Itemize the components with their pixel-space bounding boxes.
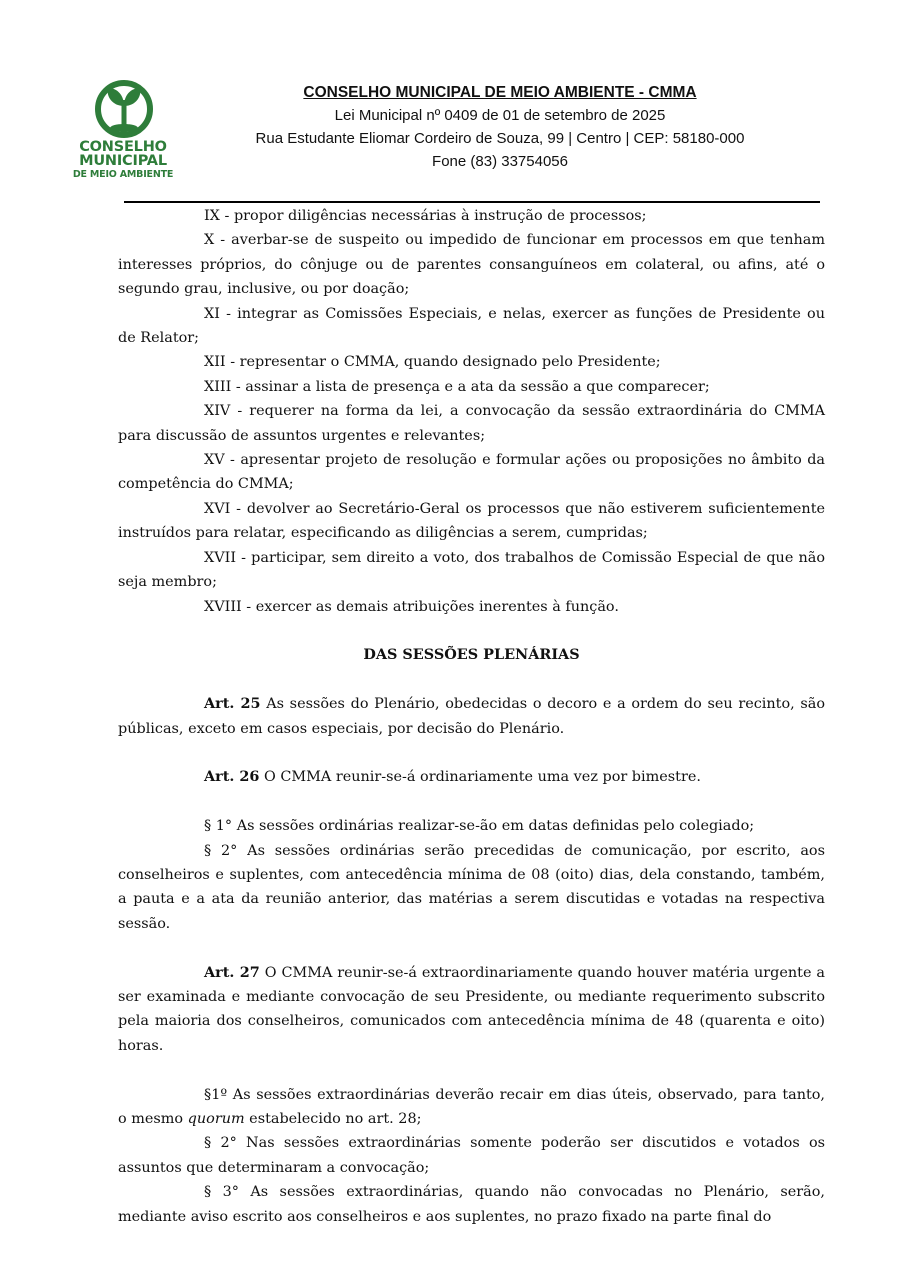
letterhead [180,82,820,173]
art27-paragraph-2: § 2° Nas sessões extraordinárias somente poderão ser discutidos e votados os assuntos que determinaram a convocação; [118,1135,825,1176]
article-25 [118,692,825,741]
logo-text [58,140,188,182]
item-xii: XII - representar o CMMA, quando designado pelo Presidente; [204,354,661,371]
article-27 [118,961,825,1059]
article-26-label: Art. 26 [204,768,260,786]
address: Rua Estudante Eliomar Cordeiro de Souza, 99 | Centro | CEP: 58180-000 [255,130,745,147]
document-body [118,204,825,1229]
council-title: CONSELHO MUNICIPAL DE MEIO AMBIENTE - CMMA [303,84,697,101]
law-reference: Lei Municipal nº 0409 de 01 de setembro de 2025 [334,107,666,124]
item-xiv: XIV - requerer na forma da lei, a convocação da sessão extraordinária do CMMA para discussão de assuntos urgentes e relevantes; [118,403,825,444]
art27-paragraph-1 [118,1083,825,1132]
item-xi: XI - integrar as Comissões Especiais, e nelas, exercer as funções de Presidente ou de Relator; [118,305,825,347]
article-27-text: O CMMA reunir-se-á extraordinariamente quando houver matéria urgente a ser examinada e mediante convocação de seu Presidente, ou mediante requerimento subscrito pela maioria dos conselheiros, comunicados com antecedência mínima de 48 (quarenta e oito) horas. [118,964,825,1054]
section-heading: DAS SESSÕES PLENÁRIAS [363,646,580,664]
item-xiii: XIII - assinar a lista de presença e a ata da sessão a que comparecer; [204,378,710,395]
article-27-label: Art. 27 [204,963,260,981]
art27-p1-before: §1º As sessões extraordinárias deverão recair em dias úteis, observado, para tanto, o mesmo [118,1086,825,1127]
article-26-text: O CMMA reunir-se-á ordinariamente uma vez por bimestre. [259,769,701,786]
logo-line-3: DE MEIO AMBIENTE [72,169,174,180]
art26-paragraph-2: § 2° As sessões ordinárias serão precedidas de comunicação, por escrito, aos conselheiros e suplentes, com antecedência mínima de 08 (oito) dias, dela constando, também, a pauta e a ata da reunião anterior, das matérias a serem discutidas e votadas na respectiva sessão. [118,842,825,932]
logo-line-1: CONSELHO [79,139,167,155]
article-26 [118,765,825,789]
art27-p1-after: estabelecido no art. 28; [244,1110,422,1127]
phone: Fone (83) 33754056 [432,153,568,170]
header-divider [124,201,820,203]
item-xv: XV - apresentar projeto de resolução e formular ações ou proposições no âmbito da competência do CMMA; [118,452,825,493]
art26-paragraph-1: § 1° As sessões ordinárias realizar-se-ão em datas definidas pelo colegiado; [204,818,755,835]
article-25-label: Art. 25 [204,695,261,713]
art27-p1-italic: quorum [187,1110,245,1127]
art27-paragraph-3: § 3° As sessões extraordinárias, quando não convocadas no Plenário, serão, mediante aviso escrito aos conselheiros e aos suplentes, no prazo fixado na parte final do [118,1184,825,1225]
logo-line-2: MUNICIPAL [79,153,167,169]
item-ix: IX - propor diligências necessárias à instrução de processos; [204,208,647,224]
item-x: X - averbar-se de suspeito ou impedido de funcionar em processos em que tenham interesses próprios, do cônjuge ou de parentes consanguíneos em colateral, ou afins, até o segundo grau, inclusive, ou por doação; [118,232,825,298]
item-xviii: XVIII - exercer as demais atribuições inerentes à função. [204,598,619,615]
item-xvii: XVII - participar, sem direito a voto, dos trabalhos de Comissão Especial de que não seja membro; [118,549,825,591]
article-25-text: As sessões do Plenário, obedecidas o decoro e a ordem do seu recinto, são públicas, exceto em casos especiais, por decisão do Plenário. [118,696,825,737]
item-xvi: XVI - devolver ao Secretário-Geral os processos que não estiverem suficientemente instruídos para relatar, especificando as diligências a serem, cumpridas; [118,500,825,542]
